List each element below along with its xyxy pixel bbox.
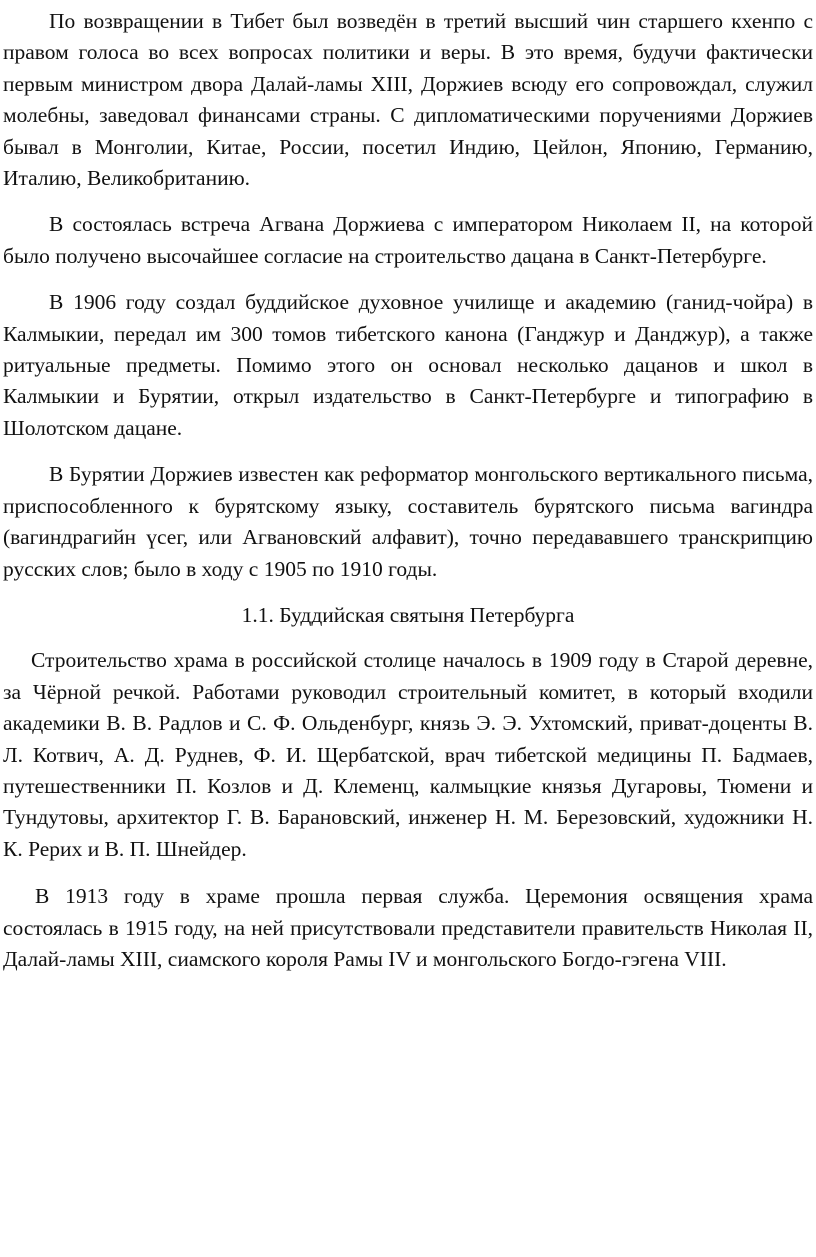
paragraph-kalmykia-school: В 1906 году создал буддийское духовное училище и академию (ганид-чойра) в Калмыкии, передал им 300 томов тибетского канона (Ганджур и Данджур), а также ритуальные предметы. Помимо этого он основал несколько дацанов и школ в Калмыкии и Бурятии, открыл издательство в Санкт-Петербурге и типографию в Шолотском дацане. — [3, 290, 813, 440]
paragraph-tibet-return: По возвращении в Тибет был возведён в третий высший чин старшего кхенпо с правом голоса во всех вопросах политики и веры. В это время, будучи фактически первым министром двора Далай-ламы XIII, Доржиев всюду его сопровождал, служил молебны, заведовал финансами страны. С дипломатическими поручениями Доржиев бывал в Монголии, Китае, России, посетил Индию, Цейлон, Японию, Германию, Италию, Великобританию. — [3, 9, 813, 191]
paragraph-temple-construction: Строительство храма в российской столице началось в 1909 году в Старой деревне, за Чёрной речкой. Работами руководил строительный комитет, в который входили академики В. В. Радлов и С. Ф. Ольденбург, князь Э. Э. Ухтомский, приват-доценты В. Л. Котвич, А. Д. Руднев, Ф. И. Щербатской, врач тибетской медицины П. Бадмаев, путешественники П. Козлов и Д. Клеменц, калмыцкие князья Дугаровы, Тюмени и Тундутовы, архитектор Г. В. Барановский, инженер Н. М. Березовский, художники Н. К. Рерих и В. П. Шнейдер. — [3, 648, 813, 861]
paragraph-buryat-script: В Бурятии Доржиев известен как реформатор монгольского вертикального письма, приспособленного к бурятскому языку, составитель бурятского письма вагиндра (вагиндрагийн үсег, или Агвановский алфавит), точно передававшего транскрипцию русских слов; было в ходу с 1905 по 1910 годы. — [3, 462, 813, 581]
paragraph-emperor-meeting: В состоялась встреча Агвана Доржиева с императором Николаем II, на которой было получено высочайшее согласие на строительство дацана в Санкт-Петербурге. — [3, 212, 813, 268]
paragraph-first-service: В 1913 году в храме прошла первая служба. Церемония освящения храма состоялась в 1915 году, на ней присутствовали представители правительств Николая II, Далай-ламы XIII, сиамского короля Рамы IV и монгольского Богдо-гэгена VIII. — [3, 884, 813, 971]
section-heading: 1.1. Буддийская святыня Петербурга — [241, 602, 575, 627]
